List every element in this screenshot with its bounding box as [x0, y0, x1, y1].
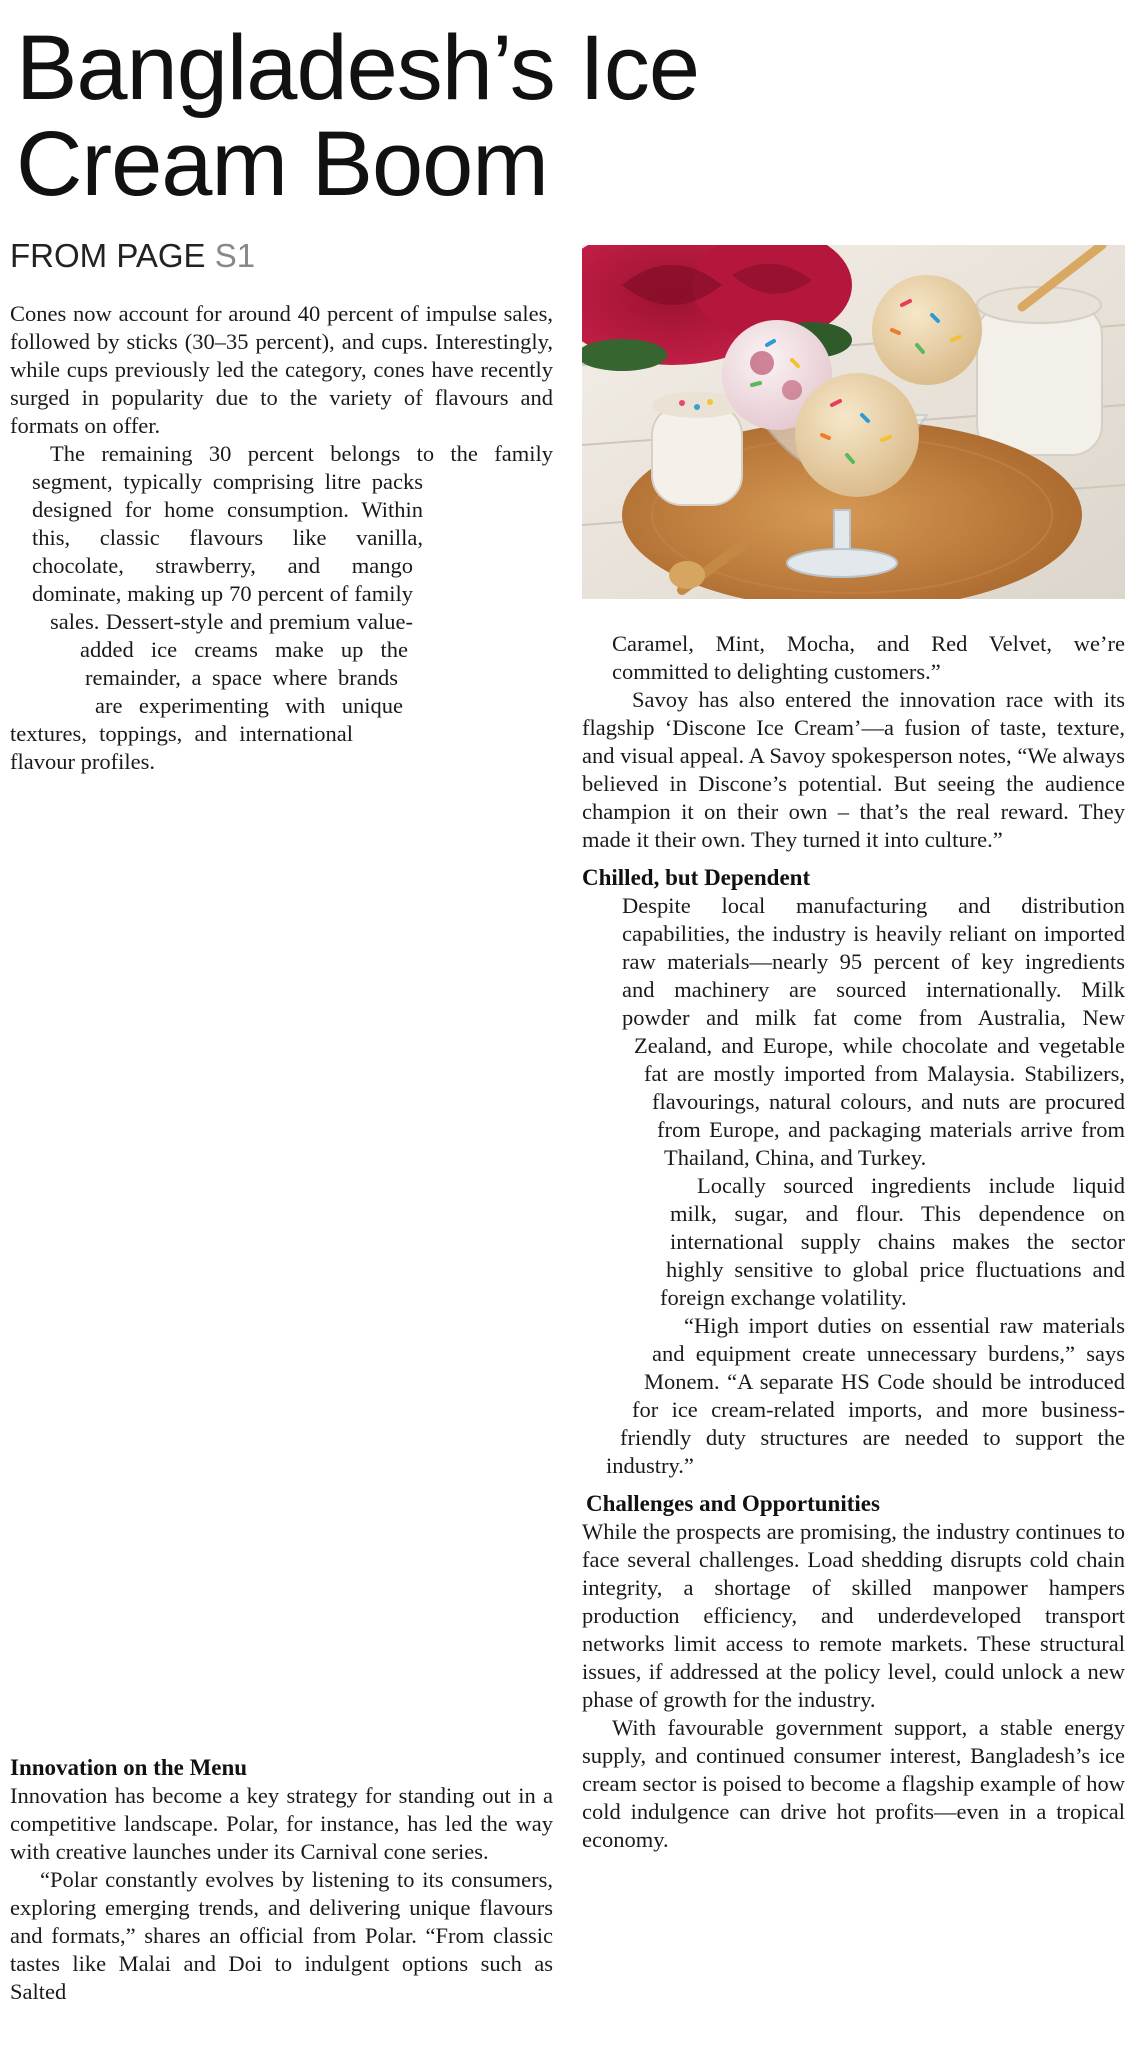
innovation-heading: Innovation on the Menu	[10, 1755, 248, 1780]
left-paragraph-2-wrap	[10, 440, 553, 776]
from-page-label: FROM PAGE	[10, 237, 206, 274]
ice-cream-photo	[582, 245, 1125, 599]
challenges-section	[582, 1490, 1125, 1854]
left-paragraph-1: Cones now account for around 40 percent of impulse sales, followed by sticks (30–35 percent), and cups. Interestingly, while cups previously led the category, cones have recently surged in popularity due to the variety of flavours and formats on offer.	[10, 301, 553, 438]
chilled-section	[582, 864, 1125, 1480]
right-paragraph-1: Caramel, Mint, Mocha, and Red Velvet, we’re committed to delighting customers.”	[612, 631, 1125, 684]
chilled-paragraph-2: Locally sourced ingredients include liquid milk, sugar, and flour. This dependence on international supply chains makes the sector highly sensitive to global price fluctuations and foreign exchange volatility.	[660, 1173, 1125, 1310]
chilled-paragraph-3: “High import duties on essential raw materials and equipment create unnecessary burdens,” says Monem. “A separate HS Code should be introduced for ice cream-related imports, and more business-friendly duty structures are needed to support the industry.”	[606, 1313, 1125, 1478]
from-page-ref[interactable]: S1	[214, 237, 256, 274]
right-wrap-top	[582, 630, 1125, 854]
innovation-paragraph-1: Innovation has become a key strategy for standing out in a competitive landscape. Polar, for instance, has led the way with creative launches under its Carnival cone series.	[10, 1783, 553, 1864]
right-paragraph-2: Savoy has also entered the innovation race with its flagship ‘Discone Ice Cream’—a fusion of taste, texture, and visual appeal. A Savoy spokesperson notes, “We always believed in Discone’s potential. But seeing the audience champion it on their own – that’s the real reward. They made it their own. They turned it into culture.”	[582, 687, 1125, 852]
challenges-paragraph-2: With favourable government support, a stable energy supply, and continued consumer interest, Bangladesh’s ice cream sector is poised to become a flagship example of how cold indulgence can drive hot profits—even in a tropical economy.	[582, 1715, 1125, 1852]
article-left-top	[10, 300, 553, 776]
challenges-paragraph-1: While the prospects are promising, the industry continues to face several challenges. Load shedding disrupts cold chain integrity, a shortage of skilled manpower hampers production efficiency, and underdeveloped transport networks limit access to remote markets. These structural issues, if addressed at the policy level, could unlock a new phase of growth for the industry.	[582, 1519, 1125, 1712]
innovation-section	[10, 1754, 553, 2006]
innovation-paragraph-2: “Polar constantly evolves by listening to its consumers, exploring emerging trends, and delivering unique flavours and formats,” shares an official from Polar. “From classic tastes like Malai and Doi to indulgent options such as Salted	[10, 1867, 553, 2004]
chilled-heading: Chilled, but Dependent	[582, 865, 811, 890]
article-right-column	[582, 630, 1125, 1854]
headline: Bangladesh’s Ice Cream Boom	[16, 17, 700, 215]
challenges-heading: Challenges and Opportunities	[586, 1491, 880, 1516]
ice-cream-sundae-icon	[582, 245, 1125, 599]
left-paragraph-2: The remaining 30 percent belongs to the family segment, typically comprising litre packs designed for home consumption. Within this, classic flavours like vanilla, chocolate, strawberry, and mango dominate, making up 70 percent of family sales. Dessert-style and premium value-added ice creams make up the remainder, a space where brands are experimenting with unique textures, toppings, and international flavour profiles.	[10, 441, 553, 774]
chilled-wrap	[582, 892, 1125, 1480]
chilled-paragraph-1: Despite local manufacturing and distribution capabilities, the industry is heavily reliant on imported raw materials—nearly 95 percent of key ingredients and machinery are sourced internationally. Milk powder and milk fat come from Australia, New Zealand, and Europe, while chocolate and vegetable fat are mostly imported from Malaysia. Stabilizers, flavourings, natural colours, and nuts are procured from Europe, and packaging materials arrive from Thailand, China, and Turkey.	[622, 893, 1125, 1170]
from-page-jump[interactable]	[10, 236, 255, 276]
